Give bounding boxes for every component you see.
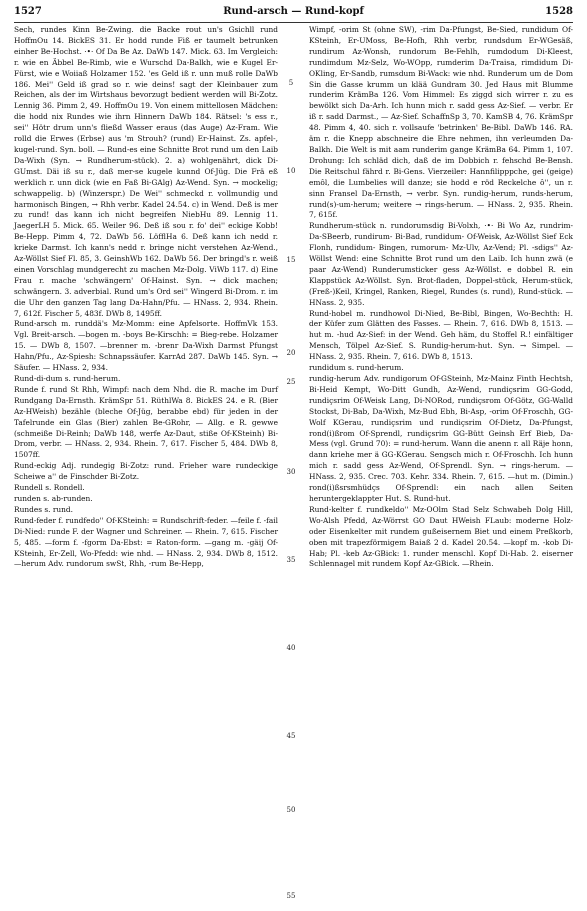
line-number: 40: [286, 644, 296, 652]
entry-rund-hobel: Rund-hobel m. rundhowol Di-Nied, Be-Bibl, Bingen, Wo-Bechth: H. der Küfer zum Glätten des Fasses. — Rhein. 7, 616. DWb 8, 1513. —hut m. -hud Az-Sief: in der Wend. Geh häm, du Stoffel R.! einfältiger Mensch, Tölpel Az-Sief. S. Rundig-herum-hut. Syn. → Simpel. — HNass. 2, 935. Rhein. 7, 616. DWb 8, 1513.: [309, 308, 573, 362]
line-number: 55: [286, 892, 296, 900]
entry-runde: Runde f. rund St Rhh, Wimpf: nach dem Nhd. die R. mache im Durf Rundgang Da-Ernsth. KrämSpr 51. RüthlWa 8. BickES 24. e R. (Bier Az-HWeish) bezähle (bleche Of-Jüg, berabbe ebd) für jeden in der Tafelrunde ein Glas (Bier) zahlen Be-GRohr, — Allg. e R. gewwe (schmeiße Di-Reinh; DaWb 148, werfe Az-Daut, stiße Of-KSteinh) Bi-Drom, verbr. — HNass. 2, 934. Rhein. 7, 617. Fischer 5, 484. DWb 8, 1507ff.: [14, 384, 278, 460]
line-number: 45: [286, 732, 296, 740]
line-number: 35: [286, 556, 296, 564]
entry-rund-eckig: Rund-eckig Adj. rundegig Bi-Zotz: rund. Frieher ware rundeckige Scheiwe a'' de Finschder Bi-Zotz.: [14, 461, 278, 482]
right-column: [309, 25, 573, 570]
line-number: 10: [286, 167, 296, 175]
page-header: [14, 6, 573, 22]
entry-rund-di-dum: Rund-di-dum s. rund-herum.: [14, 374, 121, 383]
right-page-number: 1528: [545, 6, 573, 17]
entry-rund-herum-cont: Wimpf, -orim St (ohne SW), -rim Da-Pfungst, Be-Sied, rundidum Of-KSteinh, Er-UMoss, Be-Hofh, Rhh verbr, rundsdum Er-WGesäß, rundirum Az-Wonsh, rundorum Be-Fehlh, rumdodum Di-Kleest, rundimdum Mz-Selz, Wo-WOpp, rumderim Da-Traisa, rimdidum Di-OKling, Er-Sandb, rumsdum Bi-Wack: wie nhd. Runderum um de Dom Sin die Gasse krumm un klää Gundram 30. Jed Haus mit Blumme runderim KrämBa 126. Vom Himmel: Es ziggd sich wirrer r. zu es bewölkt sich Da-Arh. Ich hunn mich r. sadd gess Az-Sief. — verbr. Er iß r. sadd Darmst., — Az-Sief. SchaffnSp 3, 70. KamSB 4, 76. KrämSpr 48. Pimm 4, 40. sich r. vollsaufe 'betrinken' Be-Bibl. DaWb 146. RA. äm r. die Knepp abschneire die Ehre nehmen, ihn verleumden Da-Balkh. Die Welt is mit aam runderim gange KrämBa 64. Pimm 1, 107. Drohung: Ich schläd dich, daß de im Dobbich r. fehschd Be-Bensh. Die Reitschul fährd r. Bi-Gens. Vierzeiler: Hannfilipppche, gei (geige) emôl, die Lumbelies will danze; sie hodd e röd Reckelche ô'', un r. sinn Fransel Da-Ernsth, → verbr. Syn. rundig-herum, runds-herum, rund(s)-um-herum; weitere → rings-herum. — HNass. 2, 935. Rhein. 7, 615f.: [309, 25, 573, 220]
entry-rund-cont: Sech, rundes Kinn Be-Zwing. die Backe rout un's Gsichll rund HoffmOu 14. BickES 31. Er hodd runde Fiß er taumelt betrunken einher Be-Hochst. ·•· Of Da Be Az. DaWb 147. Mick. 63. Im Vergleich: r. wie en Äbbel Be-Rimb, wie e Wurschd Da-Balkh, wie e Kugel Er-Fürst, wie e Woiiaß Holzamer 152. 'es Geld iß r. unn muß rolle DaWb 186. Mei'' Geld iß grad so r. wie deins! sagt der Kleinbauer zum Reichen, als der im Wirtshaus bevorzugt bedient werden will Bi-Zotz. Lennig 36. Pimm 2, 49. HoffmOu 19. Von einem mittellosen Mädchen: die hodd nix Rundes wie ihrn Hinnern DaWb 184. Rätsel: 's ess r., sei'' Hötr drum unn's fließd Wasser eraus (das Auge) Az-Fram. Wie rolld die Erwes (Erbse) aus 'm Strouh? (rund) Er-Hainst. Zs. apfel-, kugel-rund. Syn. boll. — Rund-es eine Schnitte Brot rund um den Laib Da-Wixh (Syn. → Rundherum-stück). 2. a) wohlgenährt, dick Di-GUmst. Däi iß su r., daß mer-se kugele kunnd Of-Jüg. Die Frä eß werklich r. unn dick (wie en Faß Bi-GAlg) Az-Wend. Syn. → mockelig; schwappelig. b) (Winzerspr.) De Wei'' schmeckd r. vollmundig und harmonisch Bingen, → Rhh verbr. Kadel 24.54. c) in Wend. Deß is mer zu rund! das kann ich nicht begreifen NiebHu 89. Lennig 11. JaegerLH 5. Mick. 65. Weiler 96. Deß iß sou r. fo' dei'' eckige Kobb! Be-Hepp. Pimm 4, 72. DaWb 56. LöfflHa 6. Deß kann ich nedd r. krieke Darmst. Ich kann's nedd r. bringe nicht verstehen Az-Wend., Az-Wöllst Sief Fl. 85, 3. GeinshWb 162. DaWb 56. Der bringd's r. weiß einen Vorschlag mundgerecht zu machen Mz-Dolg. ViWb 117. d) Eine Frau r. mache 'schwängern' Of-Hainst. Syn. → dick machen; schwängern. 3. adverbial. Rund um's Ord sei'' Wingerd Bi-Drom. r. im die Uhr den ganzen Tag lang Da-Hahn/Pfu. — HNass. 2, 934. Rhein. 7, 612f. Fischer 5, 483f. DWb 8, 1495ff.: [14, 25, 278, 318]
entry-rund-arsch: Rund-arsch m. runddä's Mz-Momm: eine Apfelsorte. HoffmVk 153. Vgl. Breit-arsch. —bogen m. -boys Be-Kirschh: = Bieg-rebe. Holzamer 15. — DWb 8, 1507. —brenner m. -brenr Da-Wixh Darmst Pfungst Hahn/Pfu., Az-Spiesh: Schnapssäufer. KarrAd 287. DaWb 145. Syn. → Säufer. — HNass. 2, 934.: [14, 319, 278, 373]
line-number: 25: [286, 378, 296, 386]
entry-rundidum: rundidum s. rund-herum.: [309, 363, 404, 373]
running-head: Rund-arsch — Rund-kopf: [223, 6, 364, 17]
entry-rund-feder: Rund-feder f. rundfedo'' Of-KSteinh: = Rundschrift-feder. —feile f. -fail Di-Nied: runde F. der Wagner und Schreiner. — Rhein. 7, 615. Fischer 5, 485. —form f. -fgorm Da-Ebst: = Raton-form. —gang m. -gäij Of-KSteinh, Er-Zell, Wo-Pfedd: wie nhd. — HNass. 2, 934. DWb 8, 1512. —herum Adv. rundorum swSt, Rhh, -rum Be-Hepp,: [14, 515, 279, 569]
left-page-number: 1527: [14, 6, 42, 17]
line-number: 15: [286, 256, 296, 264]
line-number: 20: [286, 349, 296, 357]
line-number: 50: [286, 806, 296, 814]
entry-runden: runden s. ab-runden.: [14, 493, 93, 503]
entry-rund-kelter: Rund-kelter f. rundkeldo'' Mz-OOlm Stad Selz Schwabeh Dolg Hill, Wo-Alsh Pfedd, Az-Wörrst GO Daut HWeish FLaub: moderne Holz- oder Eisenkelter mit rundem gußeisernem Biet und einem Preßkorb, oben mit trapezförmigem Baiaß 2 d. Kadel 20.54. —kopf m. -kob Di-Hab; Pl. -keb Az-GBick: 1. runder menschl. Kopf Di-Hab. 2. eiserner Schlennagel mit rundem Kopf Az-GBick. —Rhein.: [309, 504, 573, 569]
line-number: 30: [286, 468, 296, 476]
left-column: [14, 25, 278, 570]
entry-rundell: Rundell s. Rondell.: [14, 483, 85, 493]
line-number: 5: [288, 79, 294, 87]
entry-rundig-herum: rundig-herum Adv. rundigorum Of-GSteinh, Mz-Mainz Finth Hechtsh, Bi-Heid Kempt, Wo-Ditt Gundh, Az-Wend, rundiçsrim GG-Godd, rundiçsrim Of-Weisk Lang, Di-NORod, rundiçsrom Of-Götz, GG-Walld Stockst, Di-Bab, Da-Wixh, Mz-Bud Ebh, Bi-Asp, -orim Of-Froschh, GG-Wolf KGerau, rundiçsrim und rundiçsrim Of-Dietz, Da-Pfungst, rond(i)ßrom Of-Sprendl, rundiçsrim GG-Bütt Geinsh Erf Bieb, Da-Mess (vgl. Grund 70): = rund-herum. Wann die anenn r. all Räje honn, dann kriehe mer ä GG-KGerau. Sengsch mich r. Of-Froschh. Ich hunn mich r. sadd gess Az-Wend, Of-Sprendl. Syn. → rings-herum. — HNass. 2, 935. Crec. 703. Kehr. 334. Rhein. 7, 615. —hut m. (Dimin.) rond(i)ßsrsmhüdçs Of-Sprendl: ein nach allen Seiten heruntergeklappter Hut. S. Rund-hut.: [309, 374, 573, 503]
header-rule: [14, 22, 573, 23]
entry-rundes: Rundes s. rund.: [14, 504, 73, 514]
entry-rundherum-stueck: Rundherum-stück n. rundorumsdig Bi-Volxh, ·•· Bi Wo Az, rundrim- Da-SBeerb, rundirum- Bi-Bad, rundidum- Of-Weisk, Az-Wöllst Sief Eck Flonh, rundidum- Bingen, rumorum- Mz-Ulv, Az-Vend; Pl. -sdigs'' Az-Wöllst Wend: eine Schnitte Brot rund um den Laib. Ich hunn zwä (e paar Az-Wend) Runderumsticker gess Az-Wöllst. e dobbel R. ein Klappstück Az-Wöllst. Syn. Brot-fladen, Doppel-stück, Herum-stück, (Freß-)Keil, Kringel, Ranken, Riegel, Rundes (s. rund), Rund-stück. — HNass. 2, 935.: [309, 221, 573, 307]
